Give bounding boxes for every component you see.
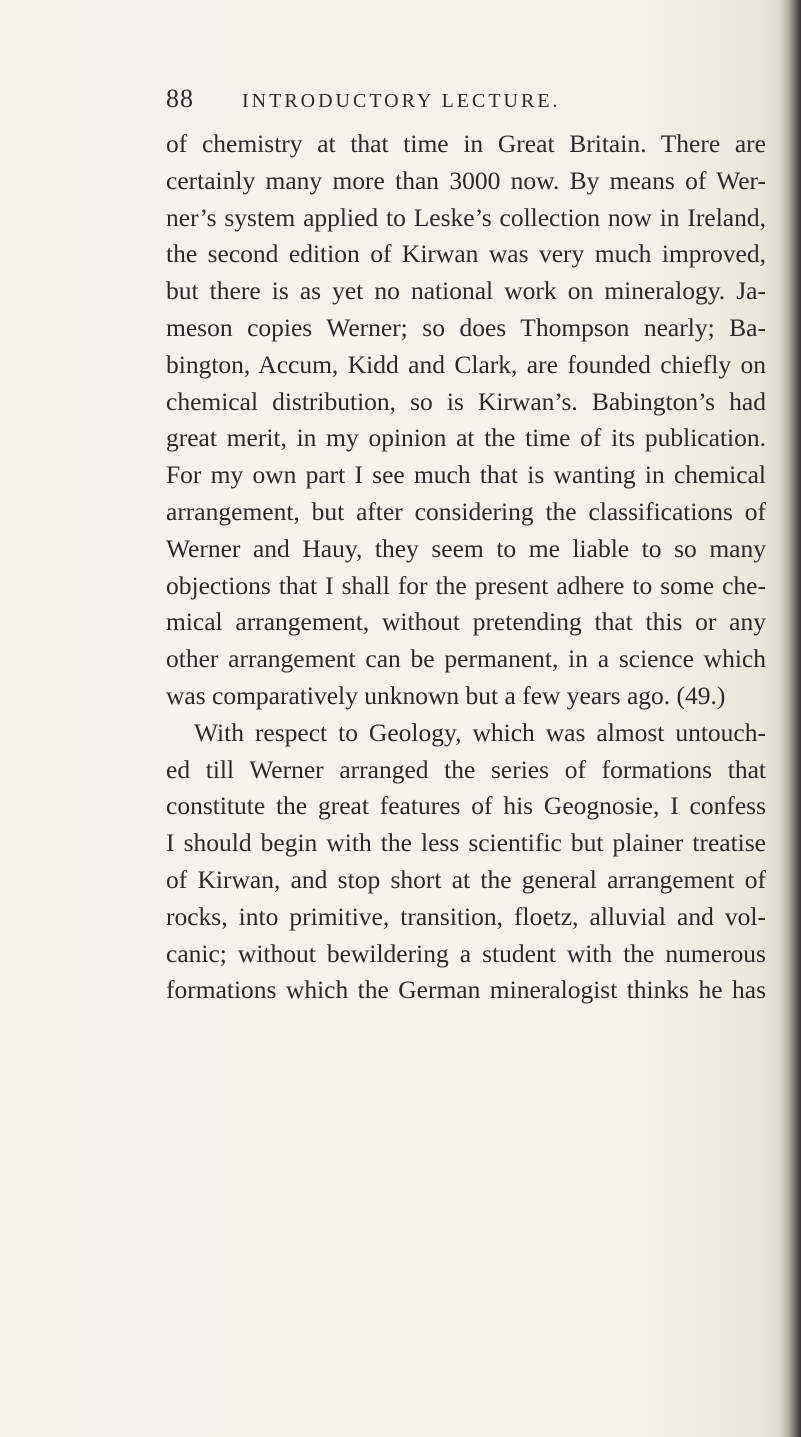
text-line: chemical distribution, so is Kirwan’s. Babington’s had [166,386,766,416]
text-line: For my own part I see much that is wanting in chemical [166,460,766,490]
text-line: ed till Werner arranged the series of formations that [166,754,766,784]
body-text [166,126,766,1009]
page-number: 88 [166,84,194,113]
page-header [166,84,766,124]
text-line: Werner and Hauy, they seem to me liable to so many [166,533,766,563]
text-line: other arrangement can be permanent, in a science which [166,644,766,674]
text-line: was comparatively unknown but a few years ago. (49.) [166,680,726,710]
text-line: certainly many more than 3000 now. By means of Wer- [166,165,766,195]
text-line: constitute the great features of his Geognosie, I confess [166,791,766,821]
text-line: objections that I shall for the present adhere to some che- [166,570,766,600]
text-line: of chemistry at that time in Great Britain. There are [166,129,766,158]
text-line: but there is as yet no national work on mineralogy. Ja- [166,276,766,306]
text-line: rocks, into primitive, transition, floetz, alluvial and vol- [166,901,766,931]
text-line: great merit, in my opinion at the time of its publication. [166,423,766,453]
running-head: INTRODUCTORY LECTURE. [242,90,561,112]
text-line: bington, Accum, Kidd and Clark, are founded chiefly on [166,349,766,379]
text-line: With respect to Geology, which was almost untouch- [194,717,766,747]
text-line: meson copies Werner; so does Thompson nearly; Ba- [166,312,766,342]
text-line: of Kirwan, and stop short at the general arrangement of [166,864,766,894]
page-edge-shadow [779,0,801,1437]
text-line: ner’s system applied to Leske’s collection now in Ireland, [166,202,766,232]
text-line: formations which the German mineralogist thinks he has [166,975,766,1005]
text-line: mical arrangement, without pretending that this or any [166,607,766,637]
text-line: canic; without bewildering a student with the numerous [166,938,766,968]
text-line: I should begin with the less scientific but plainer treatise [166,828,766,858]
text-line: the second edition of Kirwan was very much improved, [166,239,766,269]
text-line: arrangement, but after considering the classifications of [166,496,766,526]
